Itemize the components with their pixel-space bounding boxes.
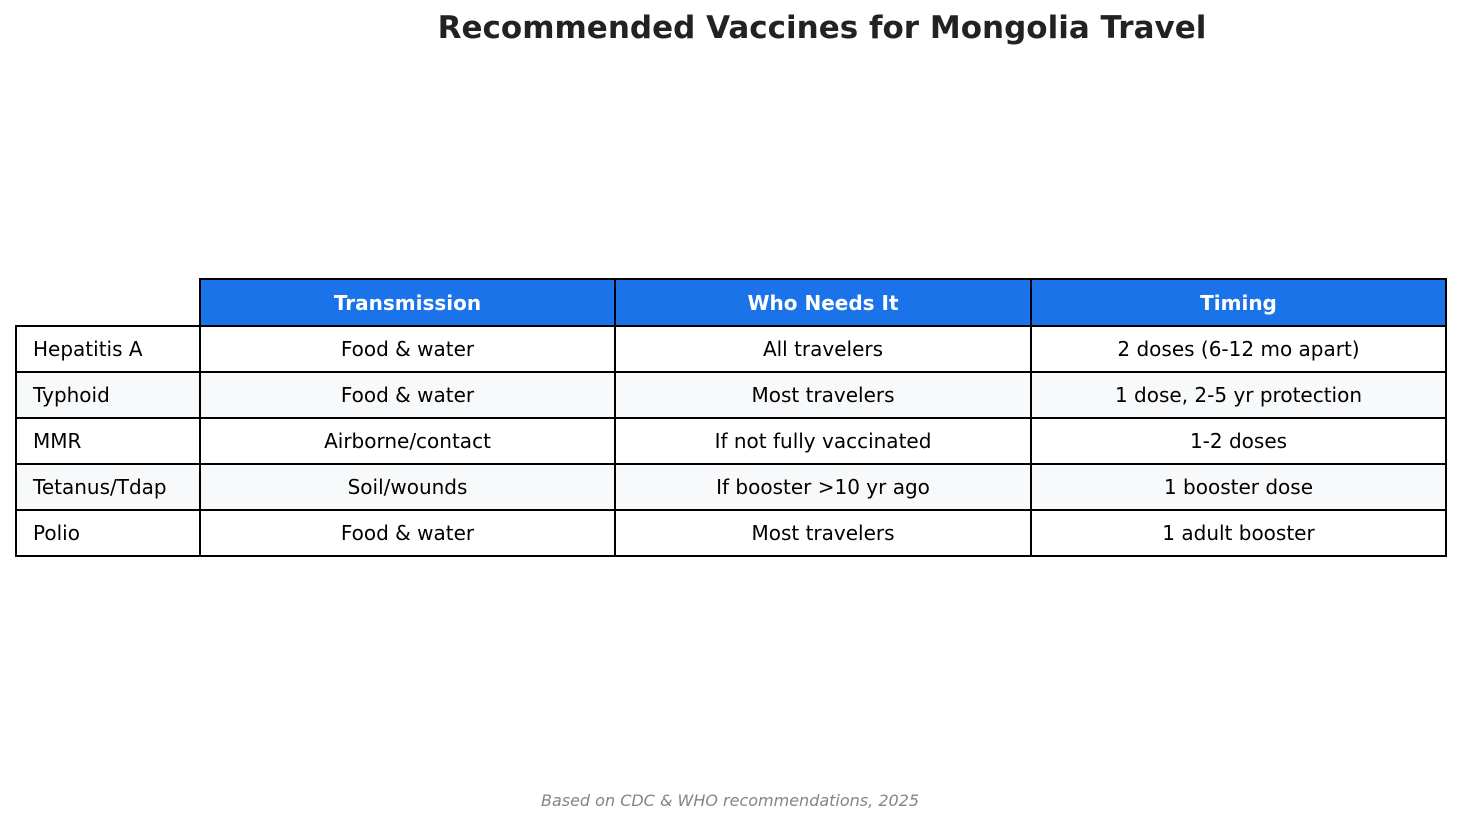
- table-cell: Most travelers: [615, 510, 1031, 556]
- table-cell: 1-2 doses: [1031, 418, 1446, 464]
- table-row: [16, 464, 1446, 510]
- footer-note: Based on CDC & WHO recommendations, 2025: [540, 791, 920, 810]
- table-cell: 2 doses (6-12 mo apart): [1031, 326, 1446, 372]
- column-header: Timing: [1031, 279, 1446, 326]
- table-row: [16, 372, 1446, 418]
- row-label: Typhoid: [16, 372, 200, 418]
- chart-title: Recommended Vaccines for Mongolia Travel: [437, 10, 1207, 46]
- table-cell: Food & water: [200, 372, 615, 418]
- table-cell: If not fully vaccinated: [615, 418, 1031, 464]
- table-cell: All travelers: [615, 326, 1031, 372]
- table-cell: 1 adult booster: [1031, 510, 1446, 556]
- table-cell: Soil/wounds: [200, 464, 615, 510]
- column-header: Who Needs It: [615, 279, 1031, 326]
- table-cell: Airborne/contact: [200, 418, 615, 464]
- header-row: [16, 279, 1446, 326]
- corner-cell: [16, 279, 200, 326]
- table-cell: 1 dose, 2-5 yr protection: [1031, 372, 1446, 418]
- row-label: Tetanus/Tdap: [16, 464, 200, 510]
- table-row: [16, 418, 1446, 464]
- table-row: [16, 326, 1446, 372]
- table-cell: Food & water: [200, 326, 615, 372]
- column-header: Transmission: [200, 279, 615, 326]
- table-row: [16, 510, 1446, 556]
- table-cell: Most travelers: [615, 372, 1031, 418]
- row-label: Hepatitis A: [16, 326, 200, 372]
- table-cell: If booster >10 yr ago: [615, 464, 1031, 510]
- vaccine-table: [15, 278, 1447, 557]
- row-label: Polio: [16, 510, 200, 556]
- table-cell: 1 booster dose: [1031, 464, 1446, 510]
- table-cell: Food & water: [200, 510, 615, 556]
- row-label: MMR: [16, 418, 200, 464]
